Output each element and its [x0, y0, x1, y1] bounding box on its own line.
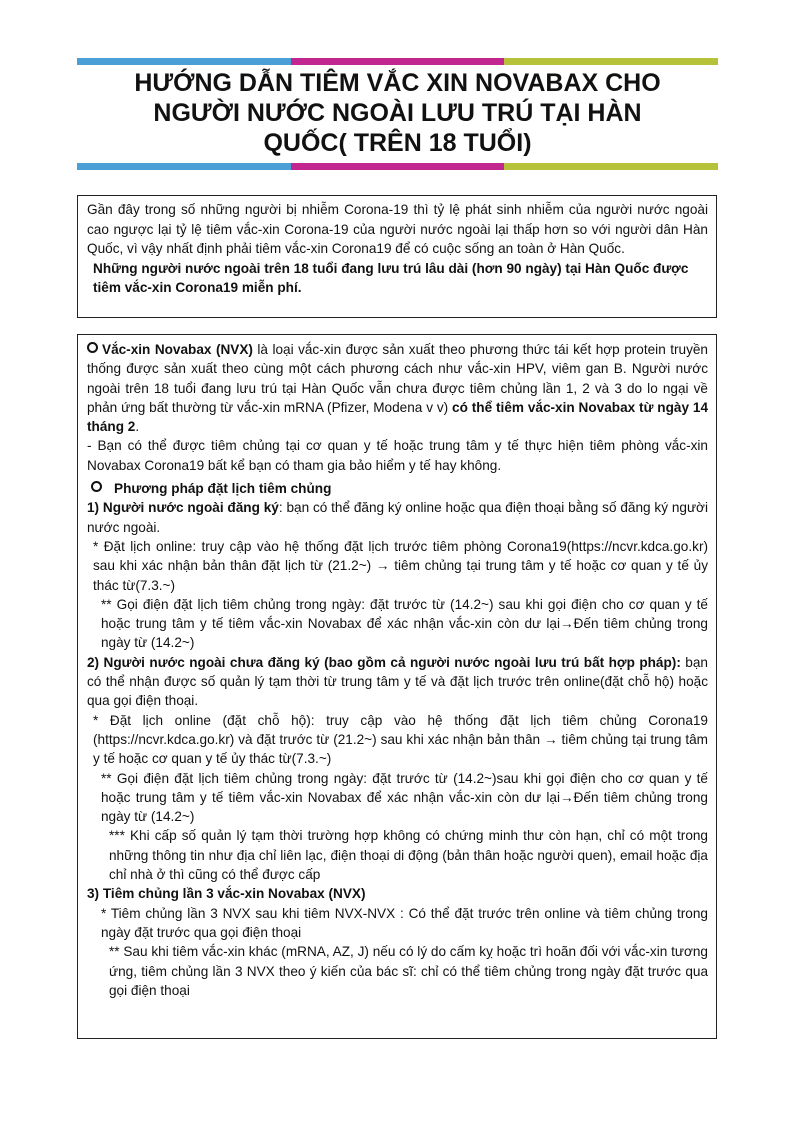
insurance-note: - Bạn có thể được tiêm chủng tại cơ quan y tế hoặc trung tâm y tế thực hiện tiêm phòng vắc-xin Novabax Corona19 bất kể bạn có tham gia bảo hiểm y tế hay không. [87, 438, 708, 473]
intro-emphasis: Những người nước ngoài trên 18 tuổi đang lưu trú lâu dài (hơn 90 ngày) tại Hàn Quốc được tiêm vắc-xin Corona19 miễn phí. [93, 260, 689, 295]
registered-foreigners [87, 498, 708, 537]
third-dose-other: ** Sau khi tiêm vắc-xin khác (mRNA, AZ, J) nếu có lý do cấm kỵ hoặc trì hoãn đối với vắc-xin tương ứng, tiêm chủng lần 3 NVX theo ý kiến của bác sĩ: chỉ có thể tiêm chủng trong ngày đặt trước qua gọi điện thoại [109, 944, 708, 998]
unregistered-text: bạn có thể nhận được số quản lý tạm thời từ trung tâm y tế và đặt lịch trước trên online(đặt chỗ hộ) hoặc qua gọi điện thoại. [87, 654, 708, 709]
color-bar-blue [77, 163, 291, 170]
bottom-color-bar [77, 163, 718, 170]
top-color-bar [77, 58, 718, 65]
registered-text: : bạn có thể đăng ký online hoặc qua điện thoại bằng số đăng ký người nước ngoài. [87, 500, 708, 535]
novabax-text-end: . [135, 419, 140, 435]
color-bar-magenta [291, 58, 505, 65]
main-content-box [77, 334, 717, 1039]
title-line: HƯỚNG DẪN TIÊM VẮC XIN NOVABAX CHO [134, 69, 661, 97]
third-dose-nvx: * Tiêm chủng lần 3 NVX sau khi tiêm NVX-NVX : Có thể đặt trước trên online và tiêm chủng trong ngày đặt trước qua gọi điện thoại [101, 905, 708, 940]
section-heading [87, 479, 708, 498]
circle-bullet-icon [87, 342, 98, 353]
registered-label: 1) Người nước ngoài đăng ký [87, 500, 279, 516]
novabax-start-date: có thể tiêm vắc-xin Novabax từ ngày 14 tháng 2 [87, 399, 708, 435]
intro-box [77, 195, 717, 318]
unregistered-phone: ** Gọi điện đặt lịch tiêm chủng trong ngày: đặt trước từ (14.2~)sau khi gọi điện cho cơ quan y tế hoặc trung tâm y tế tiêm vắc-xin Novabax để xác nhận vắc-xin còn dư lại→Đến tiêm chủng trong ngày từ (14.2~) [101, 770, 708, 825]
color-bar-olive [504, 58, 718, 65]
unregistered-online: * Đặt lịch online (đặt chỗ hộ): truy cập vào hệ thống đặt lịch tiêm chủng Corona19 (https://ncvr.kdca.go.kr) và đặt trước từ (21.2~) sau khi xác nhận bản thân → tiêm chủng tại trung tâm y tế hoặc cơ quan y tế ủy thác từ(7.3.~) [93, 712, 708, 767]
title-line: QUỐC( TRÊN 18 TUỔI) [263, 129, 532, 157]
color-bar-magenta [291, 163, 505, 170]
page-title [77, 68, 718, 158]
color-bar-blue [77, 58, 291, 65]
novabax-text: là loại vắc-xin được sản xuất theo phương thức tái kết hợp protein truyền thống được sản xuất theo cùng một cách phương cách như vắc-xin HPV, viêm gan B. Người nước ngoài trên 18 tuổi đang lưu trú tại Hàn Quốc vẫn chưa được tiêm chủng lần 1, 2 và 3 do lo ngại về phản ứng bất thường từ vắc-xin mRNA (Pfizer, Modena v v) [87, 342, 708, 415]
unregistered-label: 2) Người nước ngoài chưa đăng ký (bao gồm cả người nước ngoài lưu trú bất hợp pháp): [87, 654, 681, 670]
circle-bullet-icon [91, 481, 102, 492]
intro-paragraph: Gần đây trong số những người bị nhiễm Corona-19 thì tỷ lệ phát sinh nhiễm của người nước ngoài cao ngược lại tỷ lệ tiêm vắc-xin Corona-19 của người nước ngoài lại thấp hơn so với người dân Hàn Quốc, vì vậy nhất định phải tiêm vắc-xin Corona19 để có cuộc sống an toàn ở Hàn Quốc. [87, 202, 708, 256]
title-line: NGƯỜI NƯỚC NGOÀI LƯU TRÚ TẠI HÀN [153, 99, 642, 127]
registered-phone: ** Gọi điện đặt lịch tiêm chủng trong ngày: đặt trước từ (14.2~) sau khi gọi điện cho cơ quan y tế hoặc trung tâm y tế tiêm vắc-xin Novabax để xác nhận vắc-xin còn dư lại→Đến tiêm chủng trong ngày từ (14.2~) [101, 596, 708, 651]
section-title: Phương pháp đặt lịch tiêm chủng [114, 481, 332, 497]
novabax-label: Vắc-xin Novabax (NVX) [102, 342, 253, 357]
registered-online: * Đặt lịch online: truy cập vào hệ thống đặt lịch trước tiêm phòng Corona19(https://ncvr.kdca.go.kr) sau khi xác nhận bản thân đặt lịch từ (21.2~) → tiêm chủng tại trung tâm y tế hoặc cơ quan y tế ủy thác từ(7.3.~) [93, 538, 708, 593]
novabax-description [87, 340, 708, 436]
unregistered-foreigners [87, 653, 708, 711]
color-bar-olive [504, 163, 718, 170]
third-dose-title: 3) Tiêm chủng lần 3 vắc-xin Novabax (NVX) [87, 886, 366, 902]
temporary-number-note: *** Khi cấp số quản lý tạm thời trường hợp không có chứng minh thư còn hạn, chỉ có một trong những thông tin như địa chỉ liên lạc, điện thoại di động (bản thân hoặc người quen), email hoặc địa chỉ nhà ở thì cũng có thể được cấp [109, 828, 708, 883]
